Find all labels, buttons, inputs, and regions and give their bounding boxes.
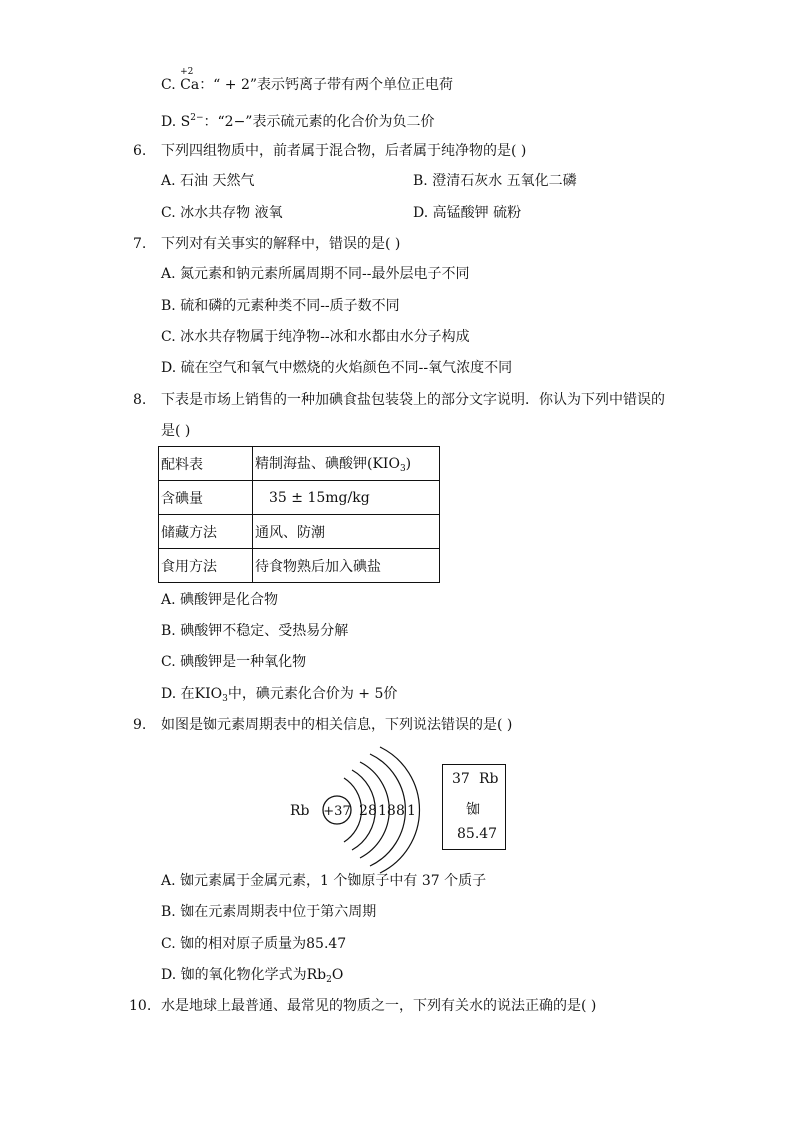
atomic-mass: 85.47	[457, 826, 498, 842]
q6-option-b: B. 澄清石灰水 五氧化二磷	[413, 173, 577, 189]
table-cell-name: 含碘量	[159, 481, 253, 515]
ca-symbol: +2 Ca	[180, 67, 200, 93]
q9-option-a: A. 铷元素属于金属元素，1 个铷原子中有 37 个质子	[161, 873, 487, 889]
q7-option-d: D. 硫在空气和氧气中燃烧的火焰颜色不同--氧气浓度不同	[161, 360, 513, 376]
table-row	[159, 549, 440, 583]
q6-stem: 下列四组物质中，前者属于混合物，后者属于纯净物的是( )	[161, 143, 527, 159]
q7-option-b: B. 硫和磷的元素种类不同--质子数不同	[161, 298, 400, 314]
q7-option-a: A. 氮元素和钠元素所属周期不同--最外层电子不同	[161, 266, 470, 282]
salt-label-table	[158, 446, 440, 583]
q9-option-d: D. 铷的氧化物化学式为$Rb_2O$	[161, 967, 344, 985]
nucleus-charge: +37	[323, 804, 351, 819]
q6-option-d: D. 高锰酸钾 硫粉	[413, 205, 522, 221]
shell-electrons: 18	[378, 803, 396, 819]
q10-stem: 水是地球上最普通、最常见的物质之一，下列有关水的说法正确的是( )	[161, 998, 597, 1014]
table-cell-name: 配料表	[159, 447, 253, 481]
q6-option-a: A. 石油 天然气	[161, 173, 255, 189]
q8-option-a: A. 碘酸钾是化合物	[161, 592, 279, 608]
q10-number: 10.	[129, 998, 152, 1014]
q9-option-b: B. 铷在元素周期表中位于第六周期	[161, 904, 377, 920]
table-cell-name: 储藏方法	[159, 515, 253, 549]
q9-number: 9.	[133, 717, 147, 733]
table-cell-name: 食用方法	[159, 549, 253, 583]
q9-stem: 如图是铷元素周期表中的相关信息，下列说法错误的是( )	[161, 717, 513, 733]
table-row	[159, 481, 440, 515]
q7-number: 7.	[133, 236, 147, 252]
q8-stem-line1: 下表是市场上销售的一种加碘食盐包装袋上的部分文字说明．你认为下列中错误的	[161, 392, 665, 408]
q5-option-d: D. $S^{2-}$：“2−”表示硫元素的化合价为负二价	[161, 113, 435, 130]
atom-symbol: Rb	[290, 803, 310, 819]
shell-electrons: 1	[407, 803, 416, 819]
q6-option-c: C. 冰水共存物 液氧	[161, 205, 283, 221]
element-symbol: Rb	[479, 771, 499, 787]
q6-number: 6.	[133, 143, 147, 159]
shell-electrons: 2	[359, 803, 368, 819]
q7-option-c: C. 冰水共存物属于纯净物--冰和水都由水分子构成	[161, 329, 470, 345]
q9-option-c: C. 铷的相对原子质量为85.47	[161, 936, 347, 952]
shell-electrons: 8	[368, 803, 377, 819]
q5-option-c: C. +2 Ca：“ + 2”表示钙离子带有两个单位正电荷	[161, 67, 454, 93]
q8-option-b: B. 碘酸钾不稳定、受热易分解	[161, 623, 349, 639]
q8-option-d: D. 在$KIO_3$中，碘元素化合价为 + 5价	[161, 686, 398, 704]
table-row	[159, 515, 440, 549]
table-cell-value: 通风、防潮	[253, 515, 440, 549]
element-name: 铷	[466, 802, 480, 818]
q7-stem: 下列对有关事实的解释中，错误的是( )	[161, 236, 401, 252]
periodic-table-cell	[442, 764, 506, 850]
q8-option-c: C. 碘酸钾是一种氧化物	[161, 654, 307, 670]
table-cell-value: 待食物熟后加入碘盐	[253, 549, 440, 583]
atomic-number: 37	[452, 771, 470, 787]
table-cell-value: 35 ± 15mg/kg	[253, 481, 440, 515]
table-row	[159, 447, 440, 481]
table-cell-value: 精制海盐、碘酸钾$(KIO_3)$	[253, 447, 440, 481]
rubidium-atom-diagram	[280, 744, 440, 874]
shell-electrons: 8	[396, 803, 405, 819]
q8-number: 8.	[133, 392, 147, 408]
q8-stem-line2: 是( )	[161, 423, 191, 439]
